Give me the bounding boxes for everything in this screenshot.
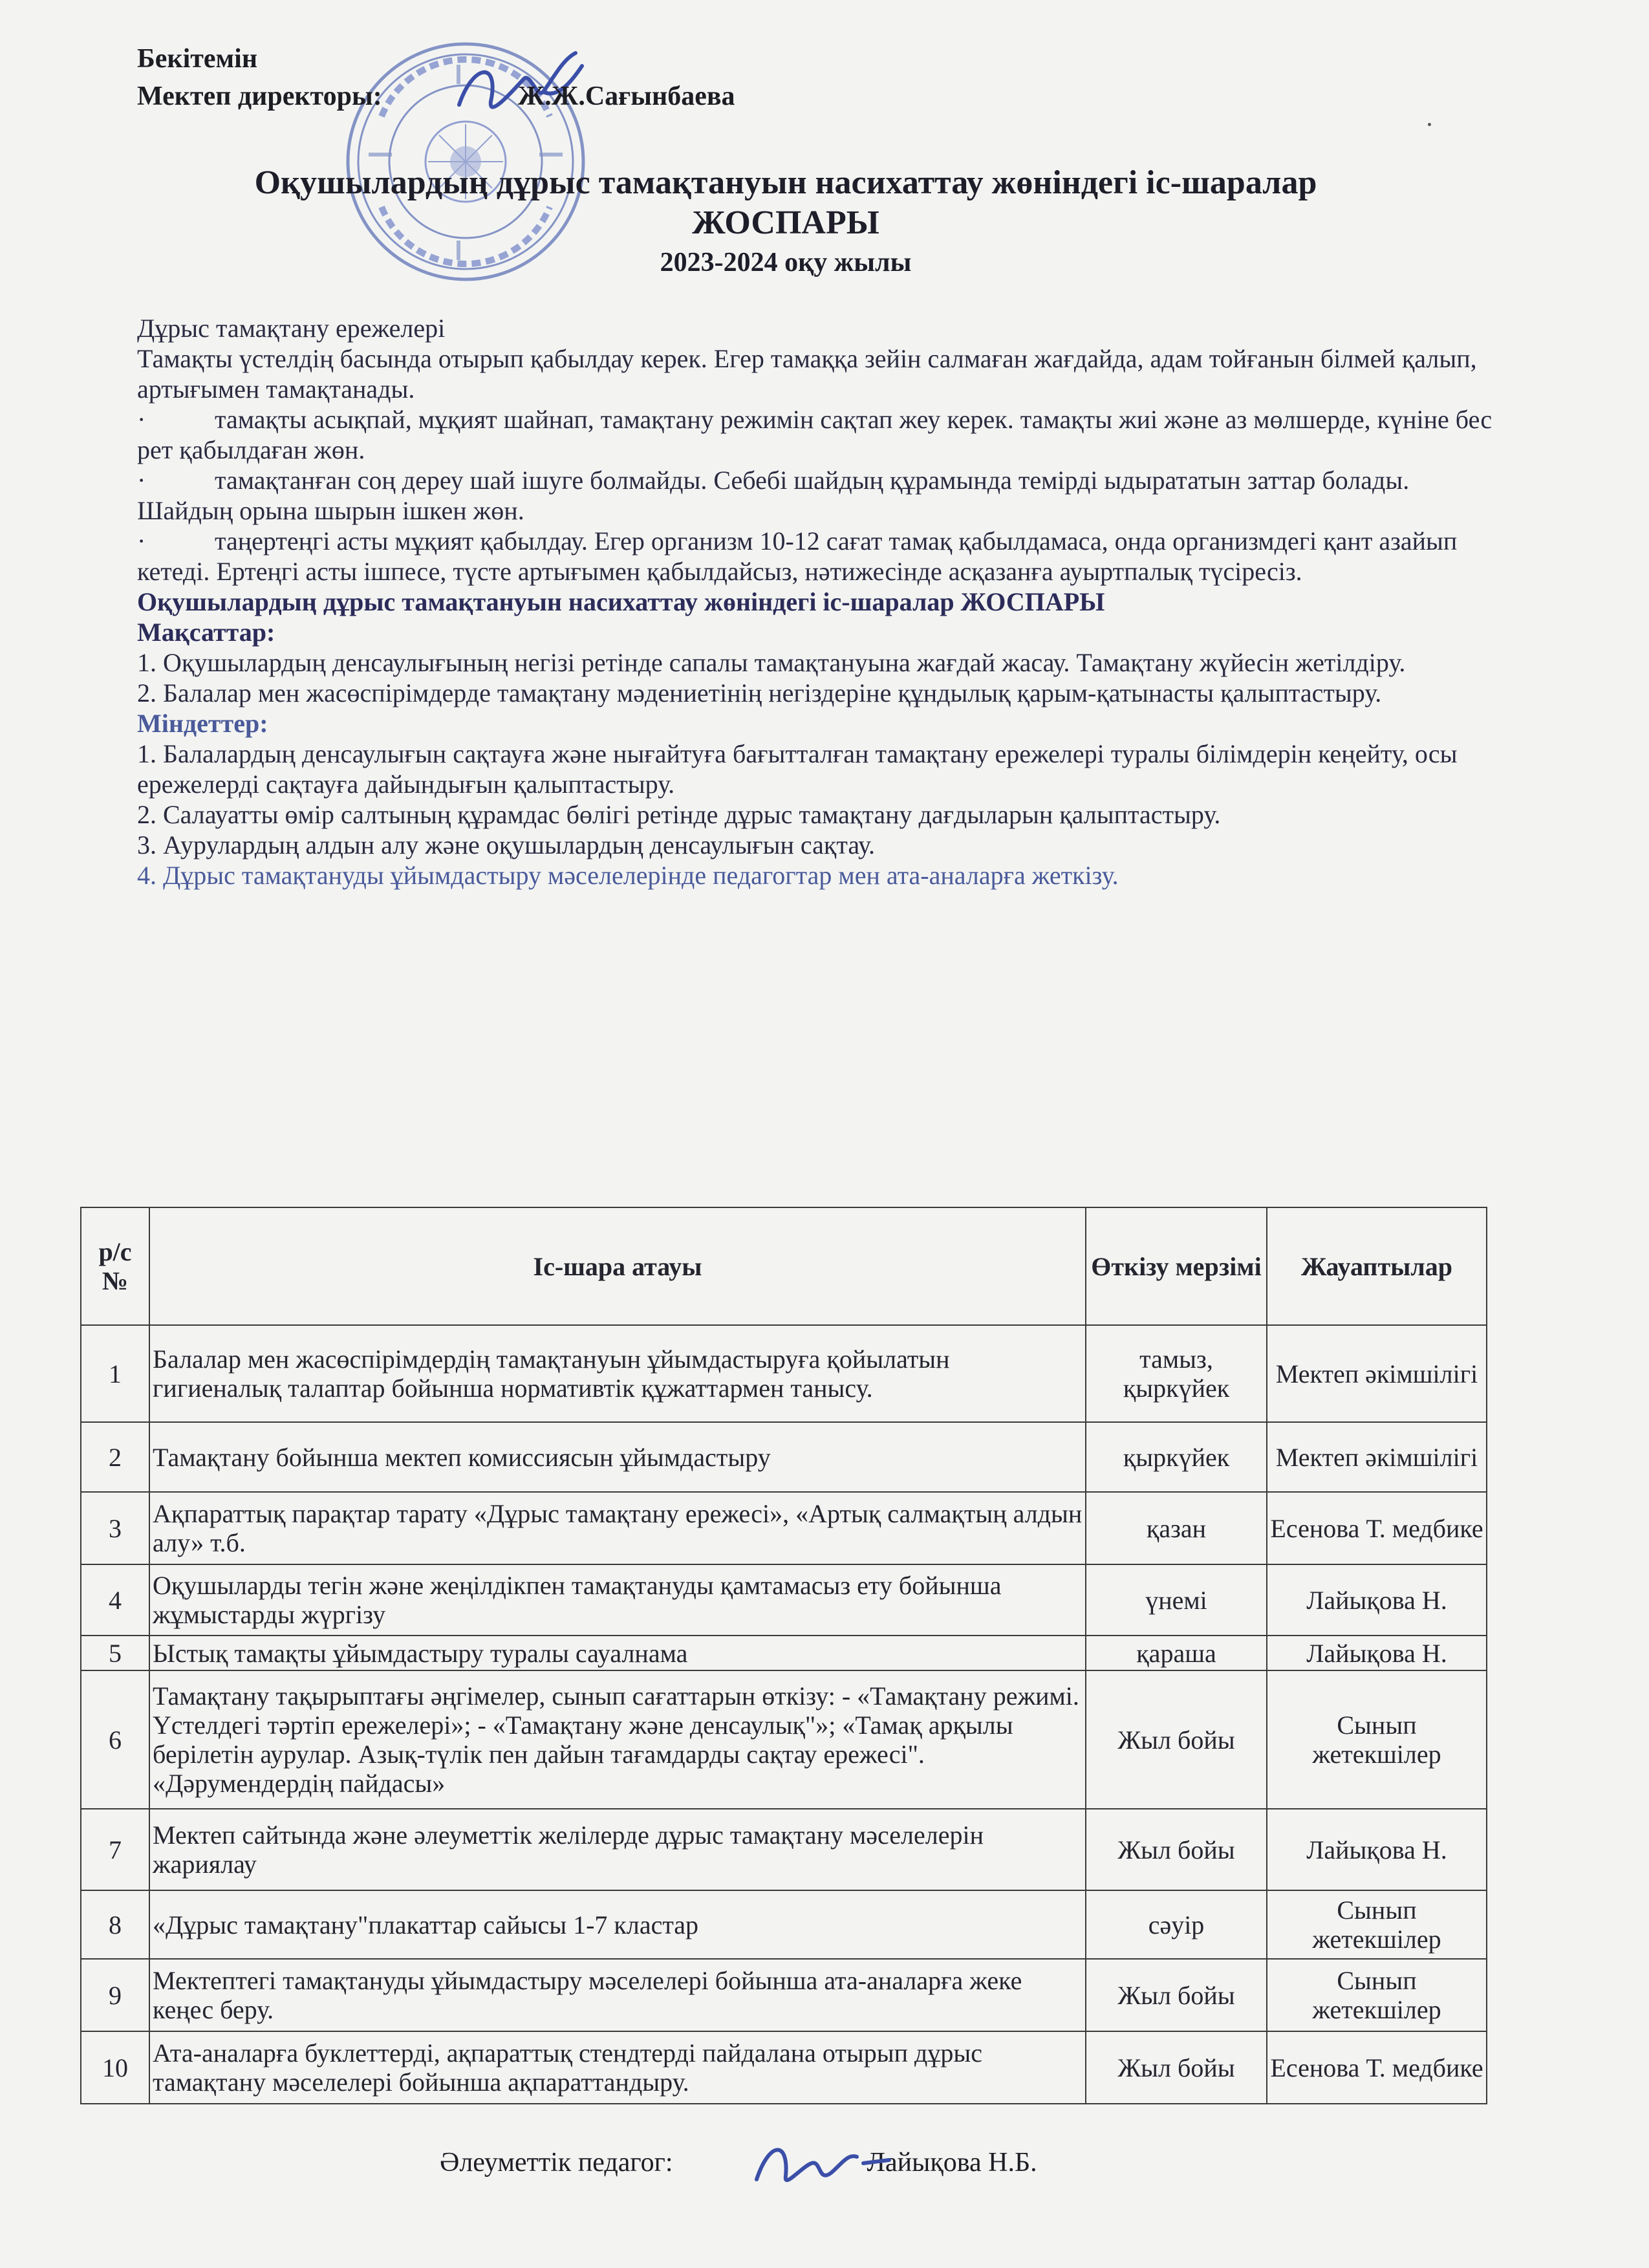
row-number: 4 [81, 1564, 149, 1636]
header-deadline: Өткізу мерзімі [1086, 1207, 1267, 1325]
goal-item: 1. Оқушылардың денсаулығының негізі ретінде сапалы тамақтануына жағдай жасау. Тамақтану жүйесін жетілдіру. [137, 648, 1406, 677]
activity-responsible: Есенова Т. медбике [1267, 1492, 1487, 1564]
activity-name: Мектептегі тамақтануды ұйымдастыру мәселелері бойынша ата-аналарға жеке кеңес беру. [149, 1959, 1086, 2031]
document-body [137, 313, 1502, 891]
tasks-heading: Міндеттер: [137, 709, 268, 738]
bullet-mark: · [137, 526, 146, 556]
approval-title: Бекітемін [137, 44, 258, 74]
activity-responsible: Сынып жетекшілер [1267, 1890, 1487, 1959]
activity-deadline: тамыз, қыркүйек [1086, 1325, 1267, 1422]
row-number: 10 [81, 2031, 149, 2104]
header-activity: Іс-шара атауы [149, 1207, 1086, 1325]
activity-name: Ата-аналарға буклеттерді, ақпараттық стендтерді пайдалана отырып дұрыс тамақтану мәселелері бойынша ақпараттандыру. [149, 2031, 1086, 2104]
row-number: 3 [81, 1492, 149, 1564]
activity-deadline: қазан [1086, 1492, 1267, 1564]
director-name: Ж.Ж.Сағынбаева [517, 81, 735, 111]
rule-bullet-1 [137, 404, 1502, 465]
task-item: 2. Салауатты өмір салтының құрамдас бөлігі ретінде дұрыс тамақтану дағдыларын қалыптастыру. [137, 800, 1221, 829]
title-line-2: ЖОСПАРЫ [692, 204, 879, 241]
activity-deadline: Жыл бойы [1086, 1959, 1267, 2031]
rule-bullet-text: тамақтанған соң дереу шай ішуге болмайды. Себебі шайдың құрамында темірді ыдырататын заттар болады. Шайдың орына шырын ішкен жөн. [137, 466, 1410, 525]
activity-responsible: Лайықова Н. [1267, 1564, 1487, 1636]
activity-name: Мектеп сайтында және әлеуметтік желілерде дұрыс тамақтану мәселелерін жариялау [149, 1809, 1086, 1890]
table-row [81, 2031, 1487, 2104]
activity-responsible: Сынып жетекшілер [1267, 1670, 1487, 1809]
approval-director-row [137, 78, 735, 115]
row-number: 7 [81, 1809, 149, 1890]
bullet-mark: · [137, 405, 146, 434]
header-number: р/с № [81, 1207, 149, 1325]
scan-dot [1428, 123, 1431, 126]
footer-role: Әлеуметтік педагог: [440, 2148, 673, 2177]
activity-name: Балалар мен жасөспірімдердің тамақтануын ұйымдастыруға қойылатын гигиеналық талаптар бойынша нормативтік құжаттармен танысу. [149, 1325, 1086, 1422]
activity-plan-table [80, 1207, 1487, 2104]
row-number: 5 [81, 1636, 149, 1670]
table-row [81, 1325, 1487, 1422]
table-header-row [81, 1207, 1487, 1325]
row-number: 8 [81, 1890, 149, 1959]
activity-deadline: Жыл бойы [1086, 2031, 1267, 2104]
rule-bullet-2 [137, 465, 1502, 526]
director-label: Мектеп директоры: [137, 81, 382, 111]
row-number: 1 [81, 1325, 149, 1422]
activity-name: «Дұрыс тамақтану"плакаттар сайысы 1-7 кластар [149, 1890, 1086, 1959]
table-row [81, 1564, 1487, 1636]
activity-responsible: Есенова Т. медбике [1267, 2031, 1487, 2104]
rules-intro: Тамақты үстелдің басында отырып қабылдау керек. Егер тамаққа зейін салмаған жағдайда, адам тойғанын білмей қалып, артығымен тамақтанады. [137, 344, 1477, 404]
table-row [81, 1890, 1487, 1959]
activity-responsible: Мектеп әкімшілігі [1267, 1422, 1487, 1492]
table-row [81, 1636, 1487, 1670]
activity-deadline: Жыл бойы [1086, 1809, 1267, 1890]
activity-name: Тамақтану тақырыптағы әңгімелер, сынып сағаттарын өткізу: - «Тамақтану режимі. Үстелдегі тәртіп ережелері»; - «Тамақтану және денсаулық"»; «Тамақ арқылы берілетін аурулар. Азық-түлік пен дайын тағамдарды сақтау ережесі". «Дәрумендердің пайдасы» [149, 1670, 1086, 1809]
table-row [81, 1809, 1487, 1890]
plan-heading: Оқушылардың дұрыс тамақтануын насихаттау жөніндегі іс-шаралар ЖОСПАРЫ [137, 587, 1105, 616]
rules-heading: Дұрыс тамақтану ережелері [137, 314, 446, 343]
row-number: 2 [81, 1422, 149, 1492]
activity-name: Ақпараттық парақтар тарату «Дұрыс тамақтану ережесі», «Артық салмақтың алдын алу» т.б. [149, 1492, 1086, 1564]
activity-responsible: Мектеп әкімшілігі [1267, 1325, 1487, 1422]
activity-name: Оқушыларды тегін және жеңілдікпен тамақтануды қамтамасыз ету бойынша жұмыстарды жүргізу [149, 1564, 1086, 1636]
rule-bullet-3 [137, 526, 1502, 587]
rule-bullet-text: таңертеңгі асты мұқият қабылдау. Егер организм 10-12 сағат тамақ қабылдамаса, онда организмдегі қант азайып кетеді. Ертеңгі асты ішпесе, түсте артығымен қабылдайсыз, нәтижесінде асқазанға ауыртпалық түсіресіз. [137, 526, 1458, 586]
activity-name: Ыстық тамақты ұйымдастыру туралы сауалнама [149, 1636, 1086, 1670]
table-row [81, 1670, 1487, 1809]
activity-deadline: қараша [1086, 1636, 1267, 1670]
table-row [81, 1422, 1487, 1492]
activity-responsible: Лайықова Н. [1267, 1636, 1487, 1670]
pedagogue-signature-icon [750, 2128, 899, 2199]
table-row [81, 1959, 1487, 2031]
document-title [0, 163, 1571, 282]
activity-deadline: үнемі [1086, 1564, 1267, 1636]
activity-responsible: Сынып жетекшілер [1267, 1959, 1487, 2031]
activity-name: Тамақтану бойынша мектеп комиссиясын ұйымдастыру [149, 1422, 1086, 1492]
table-row [81, 1492, 1487, 1564]
footer-signature-line [440, 2147, 1037, 2178]
goals-heading: Мақсаттар: [137, 618, 275, 647]
goal-item: 2. Балалар мен жасөспірімдерде тамақтану мәдениетінің негіздеріне құндылық қарым-қатынасты қалыптастыру. [137, 678, 1382, 707]
row-number: 9 [81, 1959, 149, 2031]
task-item: 3. Аурулардың алдын алу және оқушылардың денсаулығын сақтау. [137, 830, 876, 859]
task-item: 4. Дұрыс тамақтануды ұйымдастыру мәселелерінде педагогтар мен ата-аналарға жеткізу. [137, 861, 1119, 890]
approval-block [137, 40, 735, 115]
activity-deadline: сәуір [1086, 1890, 1267, 1959]
activity-deadline: Жыл бойы [1086, 1670, 1267, 1809]
bullet-mark: · [137, 466, 146, 495]
activity-deadline: қыркүйек [1086, 1422, 1267, 1492]
title-line-1: Оқушылардың дұрыс тамақтануын насихаттау жөніндегі іс-шаралар [254, 164, 1317, 201]
task-item: 1. Балалардың денсаулығын сақтауға және нығайтуға бағытталған тамақтану ережелері туралы білімдерін кеңейту, осы ережелерді сақтауға дайындығын қалыптастыру. [137, 739, 1458, 799]
activity-responsible: Лайықова Н. [1267, 1809, 1487, 1890]
row-number: 6 [81, 1670, 149, 1809]
footer-name: Лайықова Н.Б. [867, 2148, 1037, 2177]
rule-bullet-text: тамақты асықпай, мұқият шайнап, тамақтану режимін сақтап жеу керек. тамақты жиі және аз мөлшерде, күніне бес рет қабылдаған жөн. [137, 405, 1493, 464]
academic-year: 2023-2024 оқу жылы [660, 248, 912, 277]
header-responsible: Жауаптылар [1267, 1207, 1487, 1325]
